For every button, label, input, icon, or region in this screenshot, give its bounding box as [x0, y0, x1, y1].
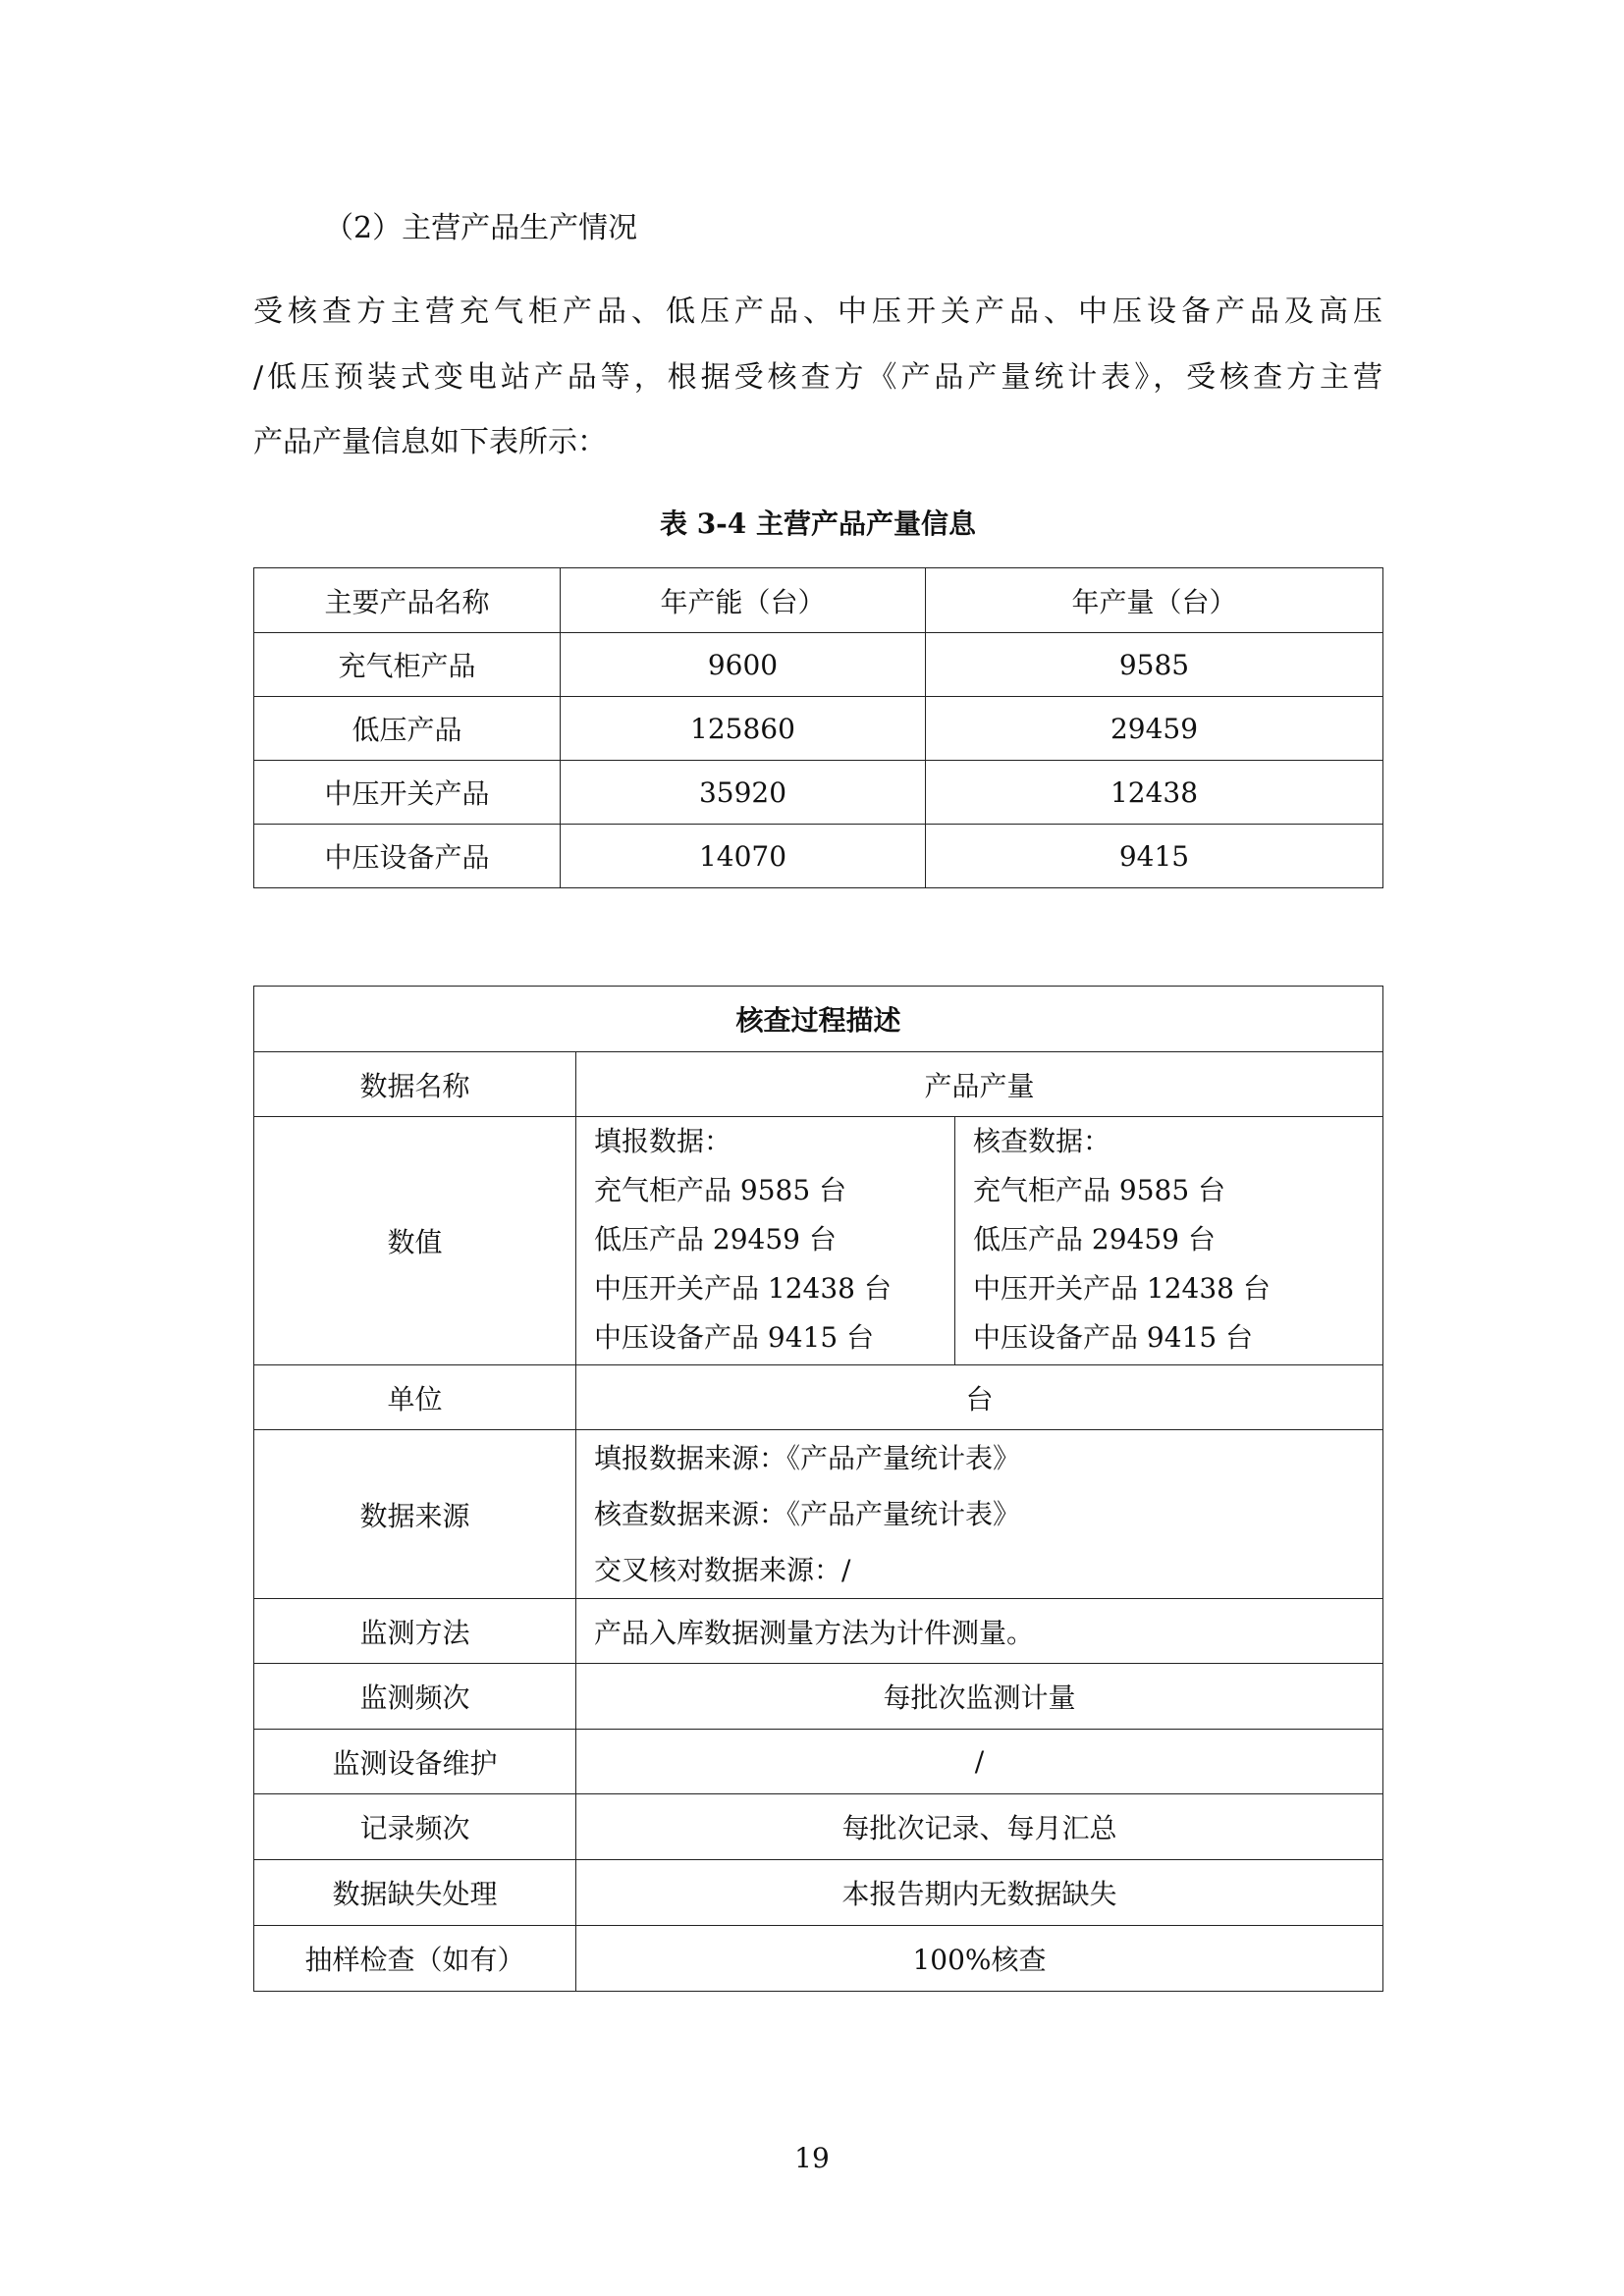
record-frequency-label: 记录频次 — [254, 1794, 576, 1860]
reported-line: 低压产品 29459 台 — [594, 1223, 837, 1255]
method-label: 监测方法 — [254, 1599, 576, 1664]
product-capacity: 9600 — [561, 633, 926, 697]
reported-line: 中压开关产品 12438 台 — [594, 1272, 892, 1305]
product-output: 12438 — [926, 761, 1383, 825]
intro-line-1: 受核查方主营充气柜产品、低压产品、中压开关产品、中压设备产品及高压 — [253, 294, 1382, 329]
record-frequency-value: 每批次记录、每月汇总 — [576, 1794, 1383, 1860]
product-capacity: 125860 — [561, 697, 926, 761]
reported-heading: 填报数据： — [594, 1125, 732, 1157]
data-name-label: 数据名称 — [254, 1052, 576, 1117]
product-output: 9585 — [926, 633, 1383, 697]
product-name: 低压产品 — [254, 697, 561, 761]
product-capacity: 14070 — [561, 825, 926, 888]
frequency-value: 每批次监测计量 — [576, 1664, 1383, 1730]
table-row — [254, 697, 1383, 761]
header-product-name: 主要产品名称 — [254, 568, 561, 633]
table-caption: 表 3-4 主营产品产量信息 — [659, 507, 977, 540]
product-output: 9415 — [926, 825, 1383, 888]
source-line: 核查数据来源：《产品产量统计表》 — [594, 1498, 1021, 1530]
source-label: 数据来源 — [254, 1430, 576, 1599]
page-number: 19 — [794, 2142, 830, 2174]
sampling-label: 抽样检查（如有） — [254, 1926, 576, 1992]
verified-line: 中压设备产品 9415 台 — [973, 1321, 1254, 1354]
product-name: 中压设备产品 — [254, 825, 561, 888]
missing-data-value: 本报告期内无数据缺失 — [576, 1860, 1383, 1926]
table-row — [254, 761, 1383, 825]
product-output: 29459 — [926, 697, 1383, 761]
product-capacity: 35920 — [561, 761, 926, 825]
verification-table-title: 核查过程描述 — [254, 987, 1383, 1052]
source-cell — [576, 1430, 1383, 1599]
source-line: 交叉核对数据来源：/ — [594, 1554, 851, 1586]
unit-label: 单位 — [254, 1365, 576, 1430]
unit-value: 台 — [576, 1365, 1383, 1430]
header-capacity: 年产能（台） — [561, 568, 926, 633]
sampling-value: 100%核查 — [576, 1926, 1383, 1992]
data-name-value: 产品产量 — [576, 1052, 1383, 1117]
source-line: 填报数据来源：《产品产量统计表》 — [594, 1442, 1021, 1474]
header-output: 年产量（台） — [926, 568, 1383, 633]
verified-line: 低压产品 29459 台 — [973, 1223, 1216, 1255]
production-table — [253, 567, 1383, 888]
value-label: 数值 — [254, 1117, 576, 1365]
verified-line: 中压开关产品 12438 台 — [973, 1272, 1271, 1305]
product-name: 中压开关产品 — [254, 761, 561, 825]
verification-table — [253, 986, 1383, 1992]
maintenance-value: / — [576, 1730, 1383, 1794]
method-value: 产品入库数据测量方法为计件测量。 — [576, 1599, 1383, 1664]
maintenance-label: 监测设备维护 — [254, 1730, 576, 1794]
frequency-label: 监测频次 — [254, 1664, 576, 1730]
table-row — [254, 633, 1383, 697]
reported-data-cell — [576, 1117, 955, 1365]
intro-line-2: /低压预装式变电站产品等，根据受核查方《产品产量统计表》，受核查方主营 — [253, 360, 1382, 395]
missing-data-label: 数据缺失处理 — [254, 1860, 576, 1926]
product-name: 充气柜产品 — [254, 633, 561, 697]
section-heading: （2）主营产品生产情况 — [324, 211, 638, 245]
intro-line-3: 产品产量信息如下表所示： — [253, 425, 607, 459]
verified-heading: 核查数据： — [973, 1125, 1111, 1157]
verified-line: 充气柜产品 9585 台 — [973, 1174, 1226, 1206]
table-row — [254, 825, 1383, 888]
reported-line: 充气柜产品 9585 台 — [594, 1174, 847, 1206]
production-table-header — [254, 568, 1383, 633]
verified-data-cell — [955, 1117, 1383, 1365]
reported-line: 中压设备产品 9415 台 — [594, 1321, 875, 1354]
